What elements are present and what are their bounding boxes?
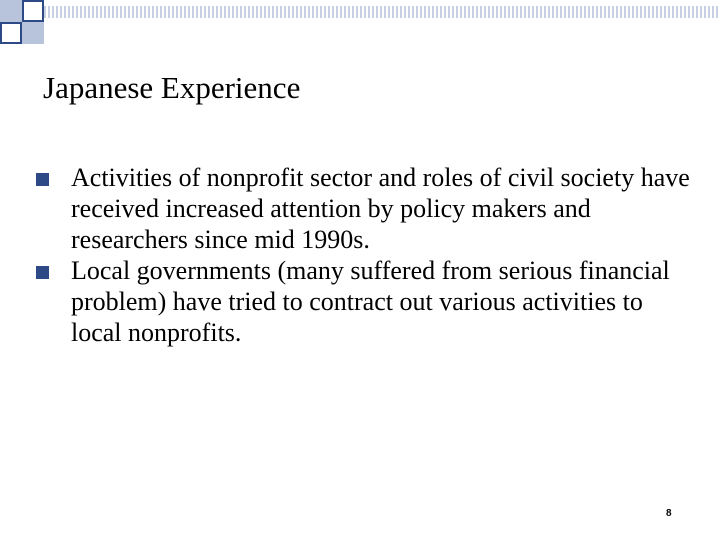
bullet-item	[36, 162, 696, 255]
header-stripe-band	[44, 6, 720, 18]
square-bullet-icon	[36, 173, 49, 186]
header-square-outline	[0, 22, 22, 44]
header-square-outline	[22, 0, 44, 22]
bullet-text: Local governments (many suffered from serious financial problem) have tried to contract out various activities to local nonprofits.	[71, 256, 670, 347]
square-bullet-icon	[36, 266, 49, 279]
bullet-list	[36, 162, 696, 348]
page-number: 8	[666, 508, 672, 519]
bullet-text: Activities of nonprofit sector and roles of civil society have received increased attention by policy makers and researchers since mid 1990s.	[71, 163, 690, 254]
header-square-filled	[0, 0, 22, 22]
bullet-item	[36, 255, 696, 348]
slide-title: Japanese Experience	[43, 70, 301, 105]
header-square-filled	[22, 22, 44, 44]
